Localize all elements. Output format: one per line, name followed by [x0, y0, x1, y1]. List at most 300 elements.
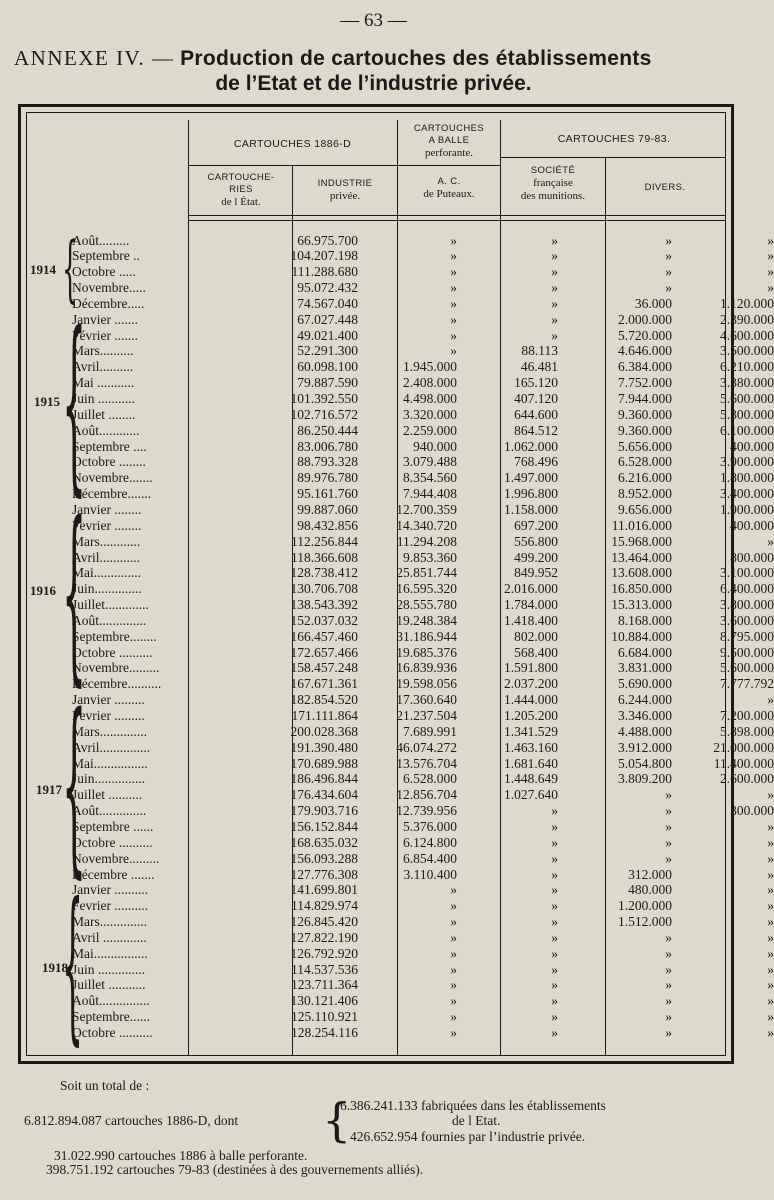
etat-cell: 179.903.716 [290, 803, 358, 819]
month-cell: Septembre...... [72, 1009, 150, 1025]
divers-cell: » [767, 692, 774, 708]
table-row [72, 866, 774, 883]
header-rule [188, 165, 397, 166]
month-cell: Octobre .......... [72, 834, 153, 850]
header-col-societe: SOCIÉTÉ française des munitions. [520, 165, 586, 202]
year-label: 1916 [30, 583, 56, 598]
month-cell: Fevrier ........ [72, 517, 142, 533]
ac-puteaux-cell: 1.681.640 [504, 755, 558, 771]
societe-cell: 5.720.000 [618, 327, 672, 343]
ac-puteaux-cell: » [551, 898, 558, 914]
table-row [72, 945, 774, 962]
societe-cell: 3.346.000 [618, 708, 672, 723]
year-label: 1915 [34, 394, 60, 409]
divers-cell: » [767, 993, 774, 1009]
divers-cell: » [767, 818, 774, 834]
societe-cell: 6.216.000 [618, 470, 672, 486]
societe-cell: 36.000 [634, 295, 672, 311]
divers-cell: 2.600.000 [720, 771, 774, 787]
etat-cell: 126.792.920 [290, 945, 358, 961]
industrie-cell: » [450, 961, 457, 977]
industrie-cell: 3.079.488 [403, 454, 457, 470]
table-row [72, 406, 774, 423]
societe-cell: 480.000 [628, 882, 672, 898]
table-row [72, 391, 774, 407]
table-row [72, 676, 774, 692]
etat-cell: 191.390.480 [290, 739, 358, 755]
month-cell: Juin.............. [72, 581, 142, 597]
table-row [72, 232, 774, 249]
annex-label: ANNEXE IV. — [14, 46, 175, 70]
ac-puteaux-cell: » [551, 280, 558, 296]
ac-puteaux-cell: 768.496 [514, 454, 558, 470]
divers-cell: » [767, 945, 774, 961]
table-row [72, 565, 774, 581]
ac-puteaux-cell: 1.463.160 [504, 739, 558, 755]
ac-puteaux-cell: » [551, 818, 558, 834]
totals-1886d: 6.812.894.087 cartouches 1886-D, dont [24, 1113, 239, 1128]
etat-cell: 128.254.116 [291, 1025, 358, 1040]
industrie-cell: 5.376.000 [403, 818, 457, 834]
header-group-1886: CARTOUCHES 1886-D [233, 138, 352, 150]
societe-cell: 6.684.000 [618, 644, 672, 660]
industrie-cell: 3.110.400 [403, 866, 457, 882]
month-cell: Août.............. [72, 612, 147, 628]
divers-cell: 400.000 [730, 517, 774, 533]
divers-cell: » [767, 834, 774, 850]
table-row [72, 375, 774, 391]
divers-cell: 1.900.000 [720, 501, 774, 517]
month-cell: Septembre........ [72, 628, 157, 644]
table-row [72, 1025, 774, 1041]
ac-puteaux-cell: 1.027.640 [504, 787, 558, 803]
totals-1886d-private: 426.652.954 fournies par l’industrie privée. [350, 1129, 586, 1144]
divers-cell: » [767, 1025, 774, 1040]
divers-cell: 3.400.000 [720, 486, 774, 502]
industrie-cell: » [450, 343, 457, 359]
industrie-cell: 46.074.272 [396, 739, 457, 755]
header-group-7983: CARTOUCHES 79-83. [557, 133, 671, 145]
societe-cell: 3.831.000 [618, 660, 672, 676]
month-cell: Août......... [72, 232, 130, 248]
month-cell: Octobre .......... [72, 1025, 153, 1040]
divers-cell: 3.100.000 [720, 565, 774, 581]
divers-cell: » [767, 882, 774, 898]
etat-cell: 98.432.856 [297, 517, 358, 533]
etat-cell: 126.845.420 [290, 914, 358, 930]
industrie-cell: 940.000 [413, 438, 457, 454]
ac-puteaux-cell: 2.016.000 [504, 581, 558, 597]
month-cell: Mars.............. [72, 914, 147, 930]
etat-cell: 83.006.780 [297, 438, 358, 454]
societe-cell: 4.488.000 [618, 723, 672, 739]
ac-puteaux-cell: 1.062.000 [504, 438, 558, 454]
divers-cell: 7.777.792 [720, 676, 774, 692]
table-row [72, 898, 774, 914]
divers-cell: » [767, 914, 774, 930]
table-row [72, 343, 774, 359]
industrie-cell: » [450, 1009, 457, 1025]
month-cell: Novembre....... [72, 470, 153, 486]
etat-cell: 141.699.801 [290, 882, 358, 898]
table-row [72, 470, 774, 486]
etat-cell: 79.887.590 [297, 375, 358, 391]
industrie-cell: » [450, 295, 457, 311]
etat-cell: 49.021.400 [297, 327, 358, 343]
year-brace: { [62, 292, 87, 513]
header-col-divers: DIVERS. [644, 182, 686, 193]
annex-title-line2: de l’Etat et de l’industrie privée. [215, 72, 532, 95]
month-cell: Septembre .. [72, 248, 140, 264]
industrie-cell: » [450, 327, 457, 343]
year-brace: { [62, 226, 79, 310]
month-cell: Janvier ........ [72, 501, 142, 517]
societe-cell: » [665, 232, 672, 248]
industrie-cell: 19.685.376 [396, 644, 457, 660]
divers-cell: 7.200.000 [720, 708, 774, 723]
industrie-cell: » [450, 993, 457, 1009]
ac-puteaux-cell: » [551, 248, 558, 264]
divers-cell: 9.500.000 [720, 644, 774, 660]
header-col-industrie: INDUSTRIE privée. [317, 178, 373, 202]
year-brace: { [62, 868, 84, 1061]
table-row [72, 692, 774, 708]
societe-cell: 10.884.000 [611, 628, 672, 644]
industrie-cell: » [450, 898, 457, 914]
industrie-cell: 17.360.640 [396, 692, 457, 708]
table-row [72, 850, 774, 867]
societe-cell: 11.016.000 [611, 517, 672, 533]
societe-cell: 5.656.000 [618, 438, 672, 454]
industrie-cell: 2.259.000 [403, 422, 457, 438]
etat-cell: 102.716.572 [290, 406, 358, 422]
divers-cell: 800.000 [730, 549, 774, 565]
etat-cell: 60.098.100 [297, 359, 358, 375]
month-cell: Fevrier .......... [72, 898, 149, 914]
month-cell: Janvier .......... [72, 882, 149, 898]
industrie-cell: 16.839.936 [396, 660, 457, 676]
table-row [72, 517, 774, 534]
table-row [72, 755, 774, 772]
societe-cell: 7.944.000 [618, 391, 672, 406]
annex-title-line1 [14, 46, 652, 71]
ac-puteaux-cell: 556.800 [514, 533, 558, 549]
table-row [72, 612, 774, 629]
divers-cell: 21.000.000 [713, 739, 774, 755]
societe-cell: 5.690.000 [618, 676, 672, 692]
month-cell: Mars............ [72, 533, 141, 549]
societe-cell: » [665, 264, 672, 280]
societe-cell: » [665, 248, 672, 264]
table-row [72, 327, 774, 344]
table-row [72, 295, 774, 312]
societe-cell: 1.200.000 [618, 898, 672, 914]
month-cell: Février ....... [72, 327, 138, 343]
etat-cell: 67.027.448 [297, 311, 358, 327]
etat-cell: 127.822.190 [290, 929, 358, 945]
table-row [72, 961, 774, 978]
industrie-cell: » [450, 1025, 457, 1040]
ac-puteaux-cell: » [551, 945, 558, 961]
page-number: — 63 — [340, 10, 407, 31]
etat-cell: 127.776.308 [290, 866, 358, 882]
etat-cell: 86.250.444 [297, 422, 358, 438]
table-row [72, 644, 774, 661]
month-cell: Novembre..... [72, 280, 146, 296]
industrie-cell: 14.340.720 [396, 517, 457, 533]
month-cell: Décembre....... [72, 486, 152, 502]
month-cell: Décembre..... [72, 295, 145, 311]
table-row [72, 929, 774, 946]
divers-cell: 6.400.000 [720, 581, 774, 597]
month-cell: Août.............. [72, 803, 147, 819]
divers-cell: » [767, 232, 774, 248]
societe-cell: 13.608.000 [611, 565, 672, 581]
ac-puteaux-cell: 1.205.200 [504, 708, 558, 723]
ac-puteaux-cell: 864.512 [514, 422, 558, 438]
totals-7983: 398.751.192 cartouches 79-83 (destinées à des gouvernements alliés). [46, 1162, 424, 1177]
ac-puteaux-cell: » [551, 914, 558, 930]
industrie-cell: 16.595.320 [396, 581, 457, 597]
totals-1886d-state: 6.386.241.133 fabriquées dans les établissements [340, 1098, 606, 1113]
industrie-cell: » [450, 311, 457, 327]
month-cell: Décembre.......... [72, 676, 162, 692]
industrie-cell: 6.854.400 [403, 850, 457, 866]
table-row [72, 264, 774, 280]
divers-cell: 3.600.000 [720, 612, 774, 628]
etat-cell: 118.366.608 [291, 549, 358, 565]
table-row [72, 359, 774, 375]
ac-puteaux-cell: 1.591.800 [504, 660, 558, 676]
ac-puteaux-cell: 802.000 [514, 628, 558, 644]
etat-cell: 112.256.844 [291, 533, 358, 549]
table-row [72, 993, 774, 1009]
ac-puteaux-cell: » [551, 803, 558, 819]
table-row [72, 914, 774, 930]
table-row [72, 977, 774, 993]
ac-puteaux-cell: 407.120 [514, 391, 558, 406]
societe-cell: 1.512.000 [618, 914, 672, 930]
table-row [72, 834, 774, 851]
societe-cell: 6.384.000 [618, 359, 672, 375]
etat-cell: 88.793.328 [297, 454, 358, 470]
month-cell: Octobre ........ [72, 454, 146, 470]
totals-intro: Soit un total de : [60, 1078, 150, 1093]
table-row [72, 422, 774, 439]
societe-cell: 312.000 [628, 866, 672, 882]
divers-cell: 2.390.000 [720, 311, 774, 327]
ac-puteaux-cell: » [551, 295, 558, 311]
industrie-cell: 19.598.056 [396, 676, 457, 692]
societe-cell: » [665, 961, 672, 977]
societe-cell: 15.968.000 [611, 533, 672, 549]
table-row [72, 501, 774, 518]
divers-cell: » [767, 280, 774, 296]
societe-cell: 6.244.000 [618, 692, 672, 708]
societe-cell: 9.360.000 [618, 422, 672, 438]
month-cell: Mars.......... [72, 343, 134, 359]
industrie-cell: 11.294.208 [396, 533, 457, 549]
ac-puteaux-cell: 46.481 [520, 359, 558, 375]
ac-puteaux-cell: 88.113 [521, 343, 558, 359]
etat-cell: 176.434.604 [290, 787, 358, 803]
month-cell: Juillet ........ [72, 406, 136, 422]
ac-puteaux-cell: 499.200 [514, 549, 558, 565]
industrie-cell: 3.320.000 [403, 406, 457, 422]
etat-cell: 89.976.780 [297, 470, 358, 486]
societe-cell: 2.000.000 [618, 311, 672, 327]
ac-puteaux-cell: 1.158.000 [504, 501, 558, 517]
ac-puteaux-cell: » [551, 961, 558, 977]
year-brace: { [62, 674, 87, 895]
divers-cell: » [767, 248, 774, 264]
societe-cell: » [665, 1025, 672, 1040]
industrie-cell: 12.700.359 [396, 501, 457, 517]
ac-puteaux-cell: 1.418.400 [504, 612, 558, 628]
divers-cell: 1.120.000 [720, 295, 774, 311]
month-cell: Janvier ......... [72, 692, 145, 708]
table-row [72, 771, 774, 787]
ac-puteaux-cell: » [551, 977, 558, 993]
ac-puteaux-cell: 1.448.649 [504, 771, 558, 787]
header-group-balle: CARTOUCHES A BALLE perforante. [413, 123, 485, 159]
divers-cell: 3.500.000 [720, 343, 774, 359]
societe-cell: » [665, 787, 672, 803]
ac-puteaux-cell: » [551, 929, 558, 945]
month-cell: Novembre......... [72, 660, 160, 676]
etat-cell: 74.567.040 [297, 295, 358, 311]
table-row [72, 708, 774, 724]
year-label: 1917 [36, 782, 62, 797]
header-col-ac: A. C. de Puteaux. [423, 176, 475, 200]
month-cell: Mai................ [72, 755, 148, 771]
year-label: 1914 [30, 262, 56, 277]
month-cell: Mai.............. [72, 565, 141, 581]
industrie-cell: 9.853.360 [403, 549, 457, 565]
divers-cell: » [767, 533, 774, 549]
societe-cell: 13.464.000 [611, 549, 672, 565]
ac-puteaux-cell: » [551, 834, 558, 850]
etat-cell: 128.738.412 [290, 565, 358, 581]
industrie-cell: 19.248.384 [396, 612, 457, 628]
industrie-cell: » [450, 280, 457, 296]
etat-cell: 130.121.406 [290, 993, 358, 1009]
divers-cell: 6.100.000 [720, 422, 774, 438]
societe-cell: » [665, 993, 672, 1009]
etat-cell: 156.152.844 [290, 818, 358, 834]
ac-puteaux-cell: » [551, 993, 558, 1009]
month-cell: Septembre .... [72, 438, 147, 454]
industrie-cell: 7.944.408 [403, 486, 457, 502]
societe-cell: 16.850.000 [611, 581, 672, 597]
etat-cell: 152.037.032 [290, 612, 358, 628]
header-rule [397, 165, 501, 166]
month-cell: Octobre .......... [72, 644, 153, 660]
divers-cell: 1.800.000 [720, 470, 774, 486]
table-row [72, 311, 774, 328]
ac-puteaux-cell: » [551, 882, 558, 898]
ac-puteaux-cell: 1.497.000 [504, 470, 558, 486]
etat-cell: 125.110.921 [291, 1009, 358, 1025]
divers-cell: 300.000 [730, 803, 774, 819]
etat-cell: 104.207.198 [290, 248, 358, 264]
etat-cell: 172.657.466 [290, 644, 358, 660]
ac-puteaux-cell: » [551, 264, 558, 280]
industrie-cell: » [450, 232, 457, 248]
etat-cell: 114.829.974 [291, 898, 358, 914]
month-cell: Fevrier ......... [72, 708, 145, 723]
month-cell: Décembre ....... [72, 866, 155, 882]
divers-cell: » [767, 866, 774, 882]
divers-cell: 6.210.000 [720, 359, 774, 375]
year-brace: { [62, 482, 87, 703]
industrie-cell: » [450, 882, 457, 898]
ac-puteaux-cell: » [551, 850, 558, 866]
societe-cell: 3.912.000 [618, 739, 672, 755]
etat-cell: 95.161.760 [297, 486, 358, 502]
societe-cell: 9.360.000 [618, 406, 672, 422]
month-cell: Avril.......... [72, 359, 134, 375]
etat-cell: 182.854.520 [290, 692, 358, 708]
societe-cell: » [665, 803, 672, 819]
month-cell: Juillet .......... [72, 787, 143, 803]
table-row [72, 486, 774, 502]
divers-cell: 3.800.000 [720, 597, 774, 613]
industrie-cell: 12.739.956 [396, 803, 457, 819]
etat-cell: 95.072.432 [297, 280, 358, 296]
divers-cell: 5.898.000 [720, 723, 774, 739]
etat-cell: 130.706.708 [290, 581, 358, 597]
industrie-cell: 31.186.944 [396, 628, 457, 644]
month-cell: Juillet ........... [72, 977, 146, 993]
table-row [72, 723, 774, 740]
etat-cell: 166.457.460 [290, 628, 358, 644]
month-cell: Mars.............. [72, 723, 147, 739]
etat-cell: 171.111.864 [291, 708, 358, 723]
divers-cell: 400.000 [730, 438, 774, 454]
table-row [72, 660, 774, 676]
societe-cell: » [665, 280, 672, 296]
divers-cell: 3.380.000 [720, 375, 774, 391]
societe-cell: 7.752.000 [618, 375, 672, 391]
societe-cell: » [665, 929, 672, 945]
societe-cell: 3.809.200 [618, 771, 672, 787]
divers-cell: 5.600.000 [720, 660, 774, 676]
industrie-cell: » [450, 929, 457, 945]
ac-puteaux-cell: 1.444.000 [504, 692, 558, 708]
societe-cell: 8.168.000 [618, 612, 672, 628]
divers-cell: » [767, 850, 774, 866]
etat-cell: 200.028.368 [290, 723, 358, 739]
month-cell: Juin............... [72, 771, 146, 787]
divers-cell: » [767, 264, 774, 280]
etat-cell: 111.288.680 [291, 264, 358, 280]
divers-cell: » [767, 787, 774, 803]
ac-puteaux-cell: 1.341.529 [504, 723, 558, 739]
ac-puteaux-cell: 644.600 [514, 406, 558, 422]
societe-cell: » [665, 1009, 672, 1025]
month-cell: Septembre ...... [72, 818, 154, 834]
totals-1886d-state-2: de l Etat. [452, 1113, 501, 1128]
table-row [72, 739, 774, 756]
month-cell: Avril............... [72, 739, 151, 755]
etat-cell: 99.887.060 [297, 501, 358, 517]
etat-cell: 101.392.550 [290, 391, 358, 406]
month-cell: Novembre......... [72, 850, 160, 866]
month-cell: Mai................ [72, 945, 148, 961]
ac-puteaux-cell: 849.952 [514, 565, 558, 581]
month-cell: Avril ............. [72, 929, 147, 945]
